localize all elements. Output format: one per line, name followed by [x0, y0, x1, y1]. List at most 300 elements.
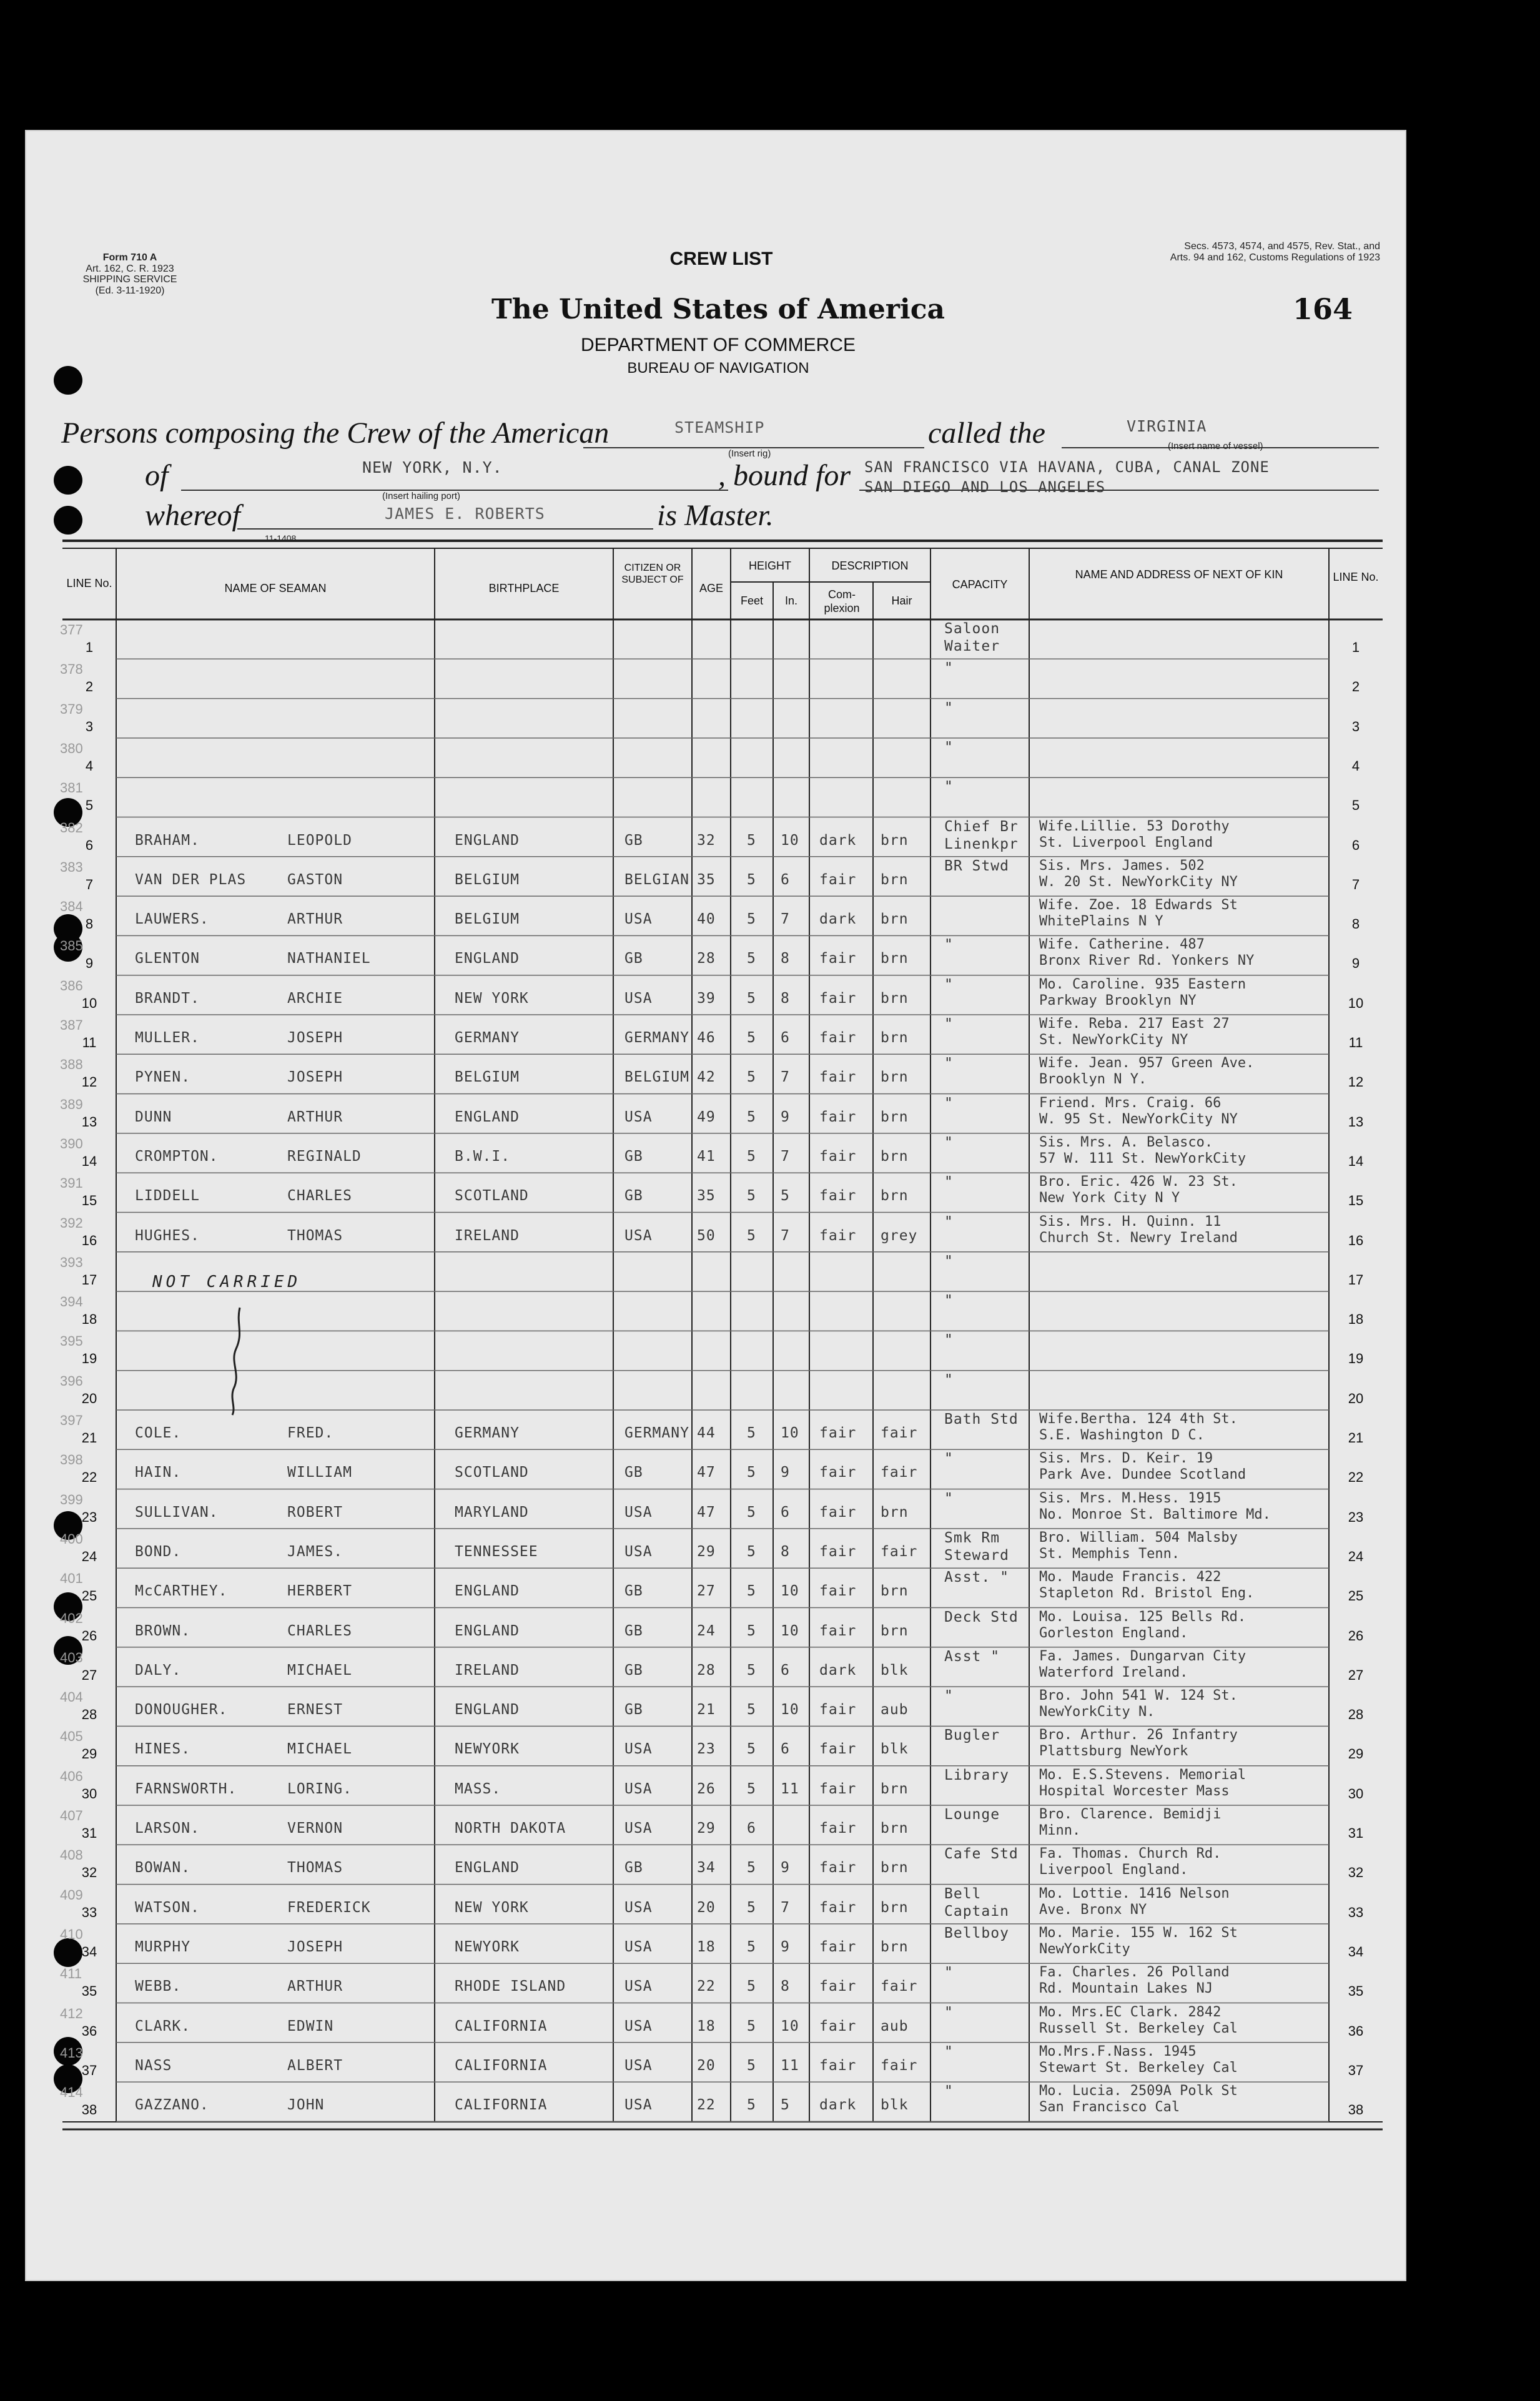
crew-capacity: " — [944, 1965, 954, 1981]
row-line-number: 30 — [81, 1785, 97, 1802]
next-of-kin-line1: Friend. Mrs. Craig. 66 — [1039, 1095, 1222, 1111]
row-line-number-right: 19 — [1348, 1351, 1364, 1367]
next-of-kin-line1: Wife. Catherine. 487 — [1039, 937, 1205, 953]
next-of-kin-line1: Sis. Mrs. James. 502 — [1039, 857, 1205, 874]
crew-birthplace: ENGLAND — [455, 1860, 520, 1876]
crew-height-inches: 9 — [781, 1464, 790, 1481]
crew-age: 40 — [697, 911, 716, 928]
crew-birthplace: BELGIUM — [455, 871, 520, 888]
crew-citizenship: GB — [624, 1662, 643, 1679]
crew-complexion: fair — [819, 1622, 857, 1639]
not-carried-note: NOT CARRIED — [152, 1273, 302, 1291]
crew-citizenship: GB — [624, 1188, 643, 1205]
crew-capacity: " — [944, 1016, 954, 1032]
crew-height-feet: 5 — [747, 950, 756, 967]
crew-height-inches: 11 — [781, 2057, 799, 2074]
crew-age: 24 — [697, 1622, 716, 1639]
col-header-next-of-kin: NAME AND ADDRESS OF NEXT OF KIN — [1075, 568, 1283, 581]
next-of-kin-line2: Liverpool England. — [1039, 1862, 1188, 1878]
table-row — [0, 1608, 1540, 1647]
rig-value: STEAMSHIP — [674, 418, 765, 436]
crew-hair: brn — [881, 1622, 909, 1639]
next-of-kin-line2: W. 95 St. NewYorkCity NY — [1039, 1111, 1238, 1127]
crew-hair: brn — [881, 911, 909, 928]
crew-surname: CROMPTON. — [135, 1148, 219, 1165]
crew-given-name: MICHAEL — [287, 1741, 352, 1758]
statute-reference: Secs. 4573, 4574, and 4575, Rev. Stat., and Arts. 94 and 162, Customs Regulations of 1923 — [1170, 241, 1380, 264]
crew-height-feet: 5 — [747, 1108, 756, 1125]
row-line-number: 27 — [81, 1667, 97, 1683]
crew-height-feet: 5 — [747, 1702, 756, 1718]
crew-hair: brn — [881, 1108, 909, 1125]
crew-height-inches: 8 — [781, 1543, 790, 1560]
row-line-number: 10 — [81, 995, 97, 1011]
next-of-kin-line2: 57 W. 111 St. NewYorkCity — [1039, 1150, 1246, 1166]
crew-complexion: fair — [819, 1069, 857, 1086]
crew-birthplace: MASS. — [455, 1780, 501, 1797]
row-stamp-number: 410 — [60, 1926, 83, 1942]
crew-age: 35 — [697, 1188, 716, 1205]
crew-capacity: " — [944, 2043, 954, 2060]
next-of-kin-line2: Stapleton Rd. Bristol Eng. — [1039, 1585, 1255, 1602]
row-line-number-right: 8 — [1351, 916, 1360, 932]
crew-height-inches: 10 — [781, 1583, 799, 1600]
crew-birthplace: NORTH DAKOTA — [455, 1820, 566, 1836]
crew-capacity: " — [944, 1371, 954, 1388]
port-value: NEW YORK, N.Y. — [362, 458, 503, 476]
crew-height-inches: 6 — [781, 1741, 790, 1758]
crew-capacity: Smk Rm — [944, 1529, 1000, 1546]
crew-capacity-line2: Linenkpr — [944, 836, 1019, 852]
next-of-kin-line2: Rd. Mountain Lakes NJ — [1039, 1981, 1213, 1997]
crew-given-name: GASTON — [287, 871, 343, 888]
crew-line-prefix: Persons composing the Crew of the American — [61, 417, 610, 450]
crew-height-feet: 5 — [747, 1899, 756, 1916]
crew-capacity: " — [944, 1134, 954, 1151]
crew-hair: aub — [881, 1702, 909, 1718]
row-stamp-number: 397 — [60, 1412, 83, 1428]
row-line-number: 24 — [81, 1548, 97, 1564]
crew-capacity: " — [944, 1451, 954, 1467]
crew-hair: brn — [881, 871, 909, 888]
crew-height-feet: 5 — [747, 2057, 756, 2074]
crew-citizenship: GB — [624, 1860, 643, 1876]
crew-age: 42 — [697, 1069, 716, 1086]
crew-hair: brn — [881, 1938, 909, 1955]
next-of-kin-line2: Park Ave. Dundee Scotland — [1039, 1467, 1246, 1483]
row-stamp-number: 408 — [60, 1847, 83, 1863]
vessel-value: VIRGINIA — [1127, 417, 1207, 435]
crew-citizenship: USA — [624, 911, 653, 928]
row-line-number-right: 4 — [1351, 757, 1360, 774]
crew-height-inches: 7 — [781, 1899, 790, 1916]
crew-hair: fair — [881, 1978, 918, 1995]
crew-age: 49 — [697, 1108, 716, 1125]
crew-height-feet: 5 — [747, 1543, 756, 1560]
crew-given-name: ROBERT — [287, 1504, 343, 1521]
table-row — [0, 2003, 1540, 2043]
next-of-kin-line1: Bro. Arthur. 26 Infantry — [1039, 1727, 1238, 1743]
crew-birthplace: ENGLAND — [455, 832, 520, 849]
crew-complexion: fair — [819, 1780, 857, 1797]
crew-age: 26 — [697, 1780, 716, 1797]
crew-height-inches: 6 — [781, 1662, 790, 1679]
row-line-number-right: 32 — [1348, 1865, 1364, 1881]
next-of-kin-line2: St. NewYorkCity NY — [1039, 1032, 1188, 1048]
crew-citizenship: BELGIAN — [624, 871, 689, 888]
crew-hair: brn — [881, 1860, 909, 1876]
crew-given-name: THOMAS — [287, 1860, 343, 1876]
row-line-number-right: 15 — [1348, 1193, 1364, 1209]
form-title: CREW LIST — [669, 249, 773, 269]
crew-surname: BOND. — [135, 1543, 182, 1560]
row-stamp-number: 406 — [60, 1768, 83, 1784]
row-line-number-right: 34 — [1348, 1943, 1364, 1960]
crew-capacity: Bugler — [944, 1727, 1000, 1744]
crew-height-inches: 7 — [781, 911, 790, 928]
row-line-number: 4 — [85, 757, 94, 774]
crew-complexion: fair — [819, 1504, 857, 1521]
row-line-number: 26 — [81, 1627, 97, 1644]
crew-given-name: EDWIN — [287, 2018, 334, 2034]
row-line-number: 13 — [81, 1113, 97, 1130]
crew-complexion: fair — [819, 2018, 857, 2034]
row-line-number-right: 18 — [1348, 1311, 1364, 1328]
next-of-kin-line1: Wife.Bertha. 124 4th St. — [1039, 1411, 1238, 1427]
crew-height-feet: 5 — [747, 1978, 756, 1995]
crew-surname: VAN DER PLAS — [135, 871, 247, 888]
next-of-kin-line1: Wife. Reba. 217 East 27 — [1039, 1016, 1230, 1032]
next-of-kin-line1: Mo. Lucia. 2509A Polk St — [1039, 2083, 1238, 2099]
crew-birthplace: ENGLAND — [455, 1622, 520, 1639]
col-header-description: DESCRIPTION — [831, 560, 909, 572]
crew-height-inches: 11 — [781, 1780, 799, 1797]
crew-complexion: fair — [819, 990, 857, 1007]
crew-given-name: VERNON — [287, 1820, 343, 1836]
row-stamp-number: 380 — [60, 740, 83, 756]
row-stamp-number: 393 — [60, 1254, 83, 1270]
col-header-capacity: CAPACITY — [952, 578, 1008, 591]
table-row — [0, 777, 1540, 817]
row-line-number-right: 31 — [1348, 1825, 1364, 1841]
row-line-number-right: 23 — [1348, 1509, 1364, 1525]
table-row — [0, 896, 1540, 935]
row-line-number-right: 28 — [1348, 1707, 1364, 1723]
table-row — [0, 817, 1540, 857]
row-stamp-number: 384 — [60, 899, 83, 915]
crew-complexion: fair — [819, 1899, 857, 1916]
crew-complexion: fair — [819, 950, 857, 967]
next-of-kin-line1: Mo. Maude Francis. 422 — [1039, 1569, 1222, 1585]
row-stamp-number: 404 — [60, 1689, 83, 1705]
crew-given-name: CHARLES — [287, 1622, 352, 1639]
crew-citizenship: GB — [624, 832, 643, 849]
crew-capacity: Cafe Std — [944, 1846, 1019, 1863]
row-line-number-right: 30 — [1348, 1785, 1364, 1802]
row-line-number-right: 3 — [1351, 718, 1360, 734]
crew-surname: McCARTHEY. — [135, 1583, 228, 1600]
vessel-caption: (Insert name of vessel) — [1168, 441, 1263, 451]
table-row — [0, 1489, 1540, 1529]
row-stamp-number: 396 — [60, 1373, 83, 1389]
crew-hair: brn — [881, 1504, 909, 1521]
next-of-kin-line2: Plattsburg NewYork — [1039, 1743, 1188, 1760]
row-line-number: 29 — [81, 1746, 97, 1762]
crew-surname: LIDDELL — [135, 1188, 200, 1205]
crew-complexion: fair — [819, 871, 857, 888]
crew-capacity: " — [944, 1688, 954, 1705]
crew-citizenship: USA — [624, 1780, 653, 1797]
row-stamp-number: 413 — [60, 2044, 83, 2061]
next-of-kin-line2: Ave. Bronx NY — [1039, 1901, 1147, 1918]
crew-birthplace: IRELAND — [455, 1227, 520, 1244]
next-of-kin-line1: Sis. Mrs. M.Hess. 1915 — [1039, 1490, 1222, 1506]
row-line-number-right: 29 — [1348, 1746, 1364, 1762]
col-header-line-no-right: LINE No. — [1333, 571, 1379, 583]
crew-height-inches: 6 — [781, 1030, 790, 1046]
table-row — [0, 1568, 1540, 1607]
crew-birthplace: BELGIUM — [455, 911, 520, 928]
crew-surname: HINES. — [135, 1741, 191, 1758]
next-of-kin-line1: Sis. Mrs. A. Belasco. — [1039, 1134, 1213, 1150]
crew-capacity: Asst. " — [944, 1569, 1009, 1586]
country-heading: The United States of America — [491, 293, 945, 325]
col-header-line-no: LINE No. — [66, 577, 112, 589]
crew-height-feet: 5 — [747, 1148, 756, 1165]
crew-surname: NASS — [135, 2057, 172, 2074]
crew-birthplace: NEW YORK — [455, 990, 529, 1007]
next-of-kin-line2: NewYorkCity N. — [1039, 1704, 1155, 1720]
crew-height-inches: 6 — [781, 1504, 790, 1521]
crew-citizenship: GB — [624, 1583, 643, 1600]
crew-hair: fair — [881, 2057, 918, 2074]
rig-caption: (Insert rig) — [728, 448, 771, 459]
table-row — [0, 619, 1540, 659]
crew-given-name: NATHANIEL — [287, 950, 371, 967]
crew-surname: LARSON. — [135, 1820, 200, 1836]
crew-capacity: " — [944, 2004, 954, 2021]
row-line-number: 14 — [81, 1153, 97, 1169]
crew-height-feet: 5 — [747, 2018, 756, 2034]
crew-given-name: JOSEPH — [287, 1030, 343, 1046]
crew-capacity-line2: Captain — [944, 1903, 1009, 1920]
crew-hair: brn — [881, 990, 909, 1007]
table-row — [0, 1924, 1540, 1963]
row-line-number-right: 10 — [1348, 995, 1364, 1011]
crew-surname: BRANDT. — [135, 990, 200, 1007]
crew-birthplace: ENGLAND — [455, 1583, 520, 1600]
crew-surname: CLARK. — [135, 2018, 191, 2034]
next-of-kin-line2: New York City N Y — [1039, 1190, 1180, 1206]
crew-height-feet: 5 — [747, 1425, 756, 1441]
table-row — [0, 1529, 1540, 1568]
crew-capacity: Deck Std — [944, 1609, 1019, 1625]
crew-height-feet: 5 — [747, 1583, 756, 1600]
crew-surname: HAIN. — [135, 1464, 182, 1481]
crew-hair: brn — [881, 1188, 909, 1205]
crew-birthplace: RHODE ISLAND — [455, 1978, 566, 1995]
next-of-kin-line2: Gorleston England. — [1039, 1625, 1188, 1641]
crew-hair: brn — [881, 1780, 909, 1797]
crew-height-feet: 5 — [747, 1069, 756, 1086]
crew-complexion: fair — [819, 1583, 857, 1600]
crew-capacity: " — [944, 1253, 954, 1270]
table-row — [0, 1173, 1540, 1212]
crew-age: 20 — [697, 1899, 716, 1916]
crew-height-feet: 5 — [747, 990, 756, 1007]
crew-age: 44 — [697, 1425, 716, 1441]
crew-given-name: LEOPOLD — [287, 832, 352, 849]
row-line-number: 9 — [85, 955, 94, 972]
row-line-number: 2 — [85, 679, 94, 695]
crew-height-feet: 5 — [747, 1030, 756, 1046]
crew-citizenship: GB — [624, 1622, 643, 1639]
crew-capacity: Saloon — [944, 621, 1000, 637]
crew-complexion: fair — [819, 1741, 857, 1758]
crew-birthplace: SCOTLAND — [455, 1464, 529, 1481]
crew-surname: BOWAN. — [135, 1860, 191, 1876]
row-line-number: 38 — [81, 2102, 97, 2118]
page-number: 164 — [1293, 292, 1353, 326]
crew-surname: PYNEN. — [135, 1069, 191, 1086]
crew-surname: MURPHY — [135, 1938, 191, 1955]
crew-capacity: " — [944, 1332, 954, 1349]
crew-height-inches: 10 — [781, 1622, 799, 1639]
crew-age: 50 — [697, 1227, 716, 1244]
crew-height-inches: 8 — [781, 1978, 790, 1995]
crew-height-inches: 10 — [781, 832, 799, 849]
crew-birthplace: B.W.I. — [455, 1148, 511, 1165]
row-line-number: 32 — [81, 1865, 97, 1881]
crew-height-feet: 5 — [747, 1938, 756, 1955]
row-stamp-number: 387 — [60, 1017, 83, 1033]
col-header-height: HEIGHT — [748, 560, 791, 572]
row-line-number: 21 — [81, 1430, 97, 1446]
crew-hair: brn — [881, 950, 909, 967]
row-stamp-number: 379 — [60, 701, 83, 717]
row-stamp-number: 389 — [60, 1096, 83, 1112]
form-id: Form 710 A Art. 162, C. R. 1923 SHIPPING SERVICE (Ed. 3-11-1920) — [82, 252, 177, 296]
crew-complexion: fair — [819, 1464, 857, 1481]
row-line-number-right: 14 — [1348, 1153, 1364, 1169]
row-line-number: 23 — [81, 1509, 97, 1525]
crew-capacity: Bellboy — [944, 1925, 1009, 1941]
crew-age: 29 — [697, 1820, 716, 1836]
next-of-kin-line1: Fa. Thomas. Church Rd. — [1039, 1846, 1222, 1862]
crew-capacity: " — [944, 937, 954, 954]
table-row — [0, 1015, 1540, 1054]
table-row — [0, 2043, 1540, 2082]
is-master-label: is Master. — [657, 499, 774, 532]
row-line-number-right: 6 — [1351, 837, 1360, 853]
row-line-number: 37 — [81, 2062, 97, 2078]
crew-capacity-line2: Steward — [944, 1547, 1009, 1564]
crew-complexion: fair — [819, 1108, 857, 1125]
row-stamp-number: 378 — [60, 661, 83, 678]
crew-hair: grey — [881, 1227, 918, 1244]
next-of-kin-line1: Mo.Mrs.F.Nass. 1945 — [1039, 2043, 1197, 2059]
next-of-kin-line1: Mo. Louisa. 125 Bells Rd. — [1039, 1609, 1246, 1625]
crew-height-feet: 5 — [747, 1622, 756, 1639]
crew-height-feet: 5 — [747, 1780, 756, 1797]
crew-capacity: " — [944, 739, 954, 756]
crew-age: 41 — [697, 1148, 716, 1165]
row-line-number-right: 2 — [1351, 679, 1360, 695]
crew-given-name: ARCHIE — [287, 990, 343, 1007]
crew-surname: WEBB. — [135, 1978, 182, 1995]
table-row — [0, 1963, 1540, 2003]
row-line-number: 6 — [85, 837, 94, 853]
row-stamp-number: 381 — [60, 780, 83, 796]
crew-height-feet: 5 — [747, 1227, 756, 1244]
crew-height-inches: 10 — [781, 2018, 799, 2034]
crew-citizenship: GERMANY — [624, 1425, 689, 1441]
crew-complexion: fair — [819, 1543, 857, 1560]
next-of-kin-line2: No. Monroe St. Baltimore Md. — [1039, 1506, 1271, 1522]
table-row — [0, 2082, 1540, 2121]
next-of-kin-line2: San Francisco Cal — [1039, 2099, 1180, 2116]
crew-age: 22 — [697, 2097, 716, 2114]
crew-capacity: Chief Br — [944, 818, 1019, 835]
crew-height-inches: 5 — [781, 1188, 790, 1205]
crew-citizenship: USA — [624, 2057, 653, 2074]
crew-capacity: " — [944, 1095, 954, 1112]
crew-capacity: BR Stwd — [944, 857, 1009, 874]
crew-height-inches: 5 — [781, 2097, 790, 2114]
row-line-number: 3 — [85, 718, 94, 734]
next-of-kin-line1: Bro. Eric. 426 W. 23 St. — [1039, 1174, 1238, 1190]
next-of-kin-line2: St. Memphis Tenn. — [1039, 1546, 1180, 1562]
crew-citizenship: USA — [624, 1543, 653, 1560]
crew-given-name: LORING. — [287, 1780, 352, 1797]
table-row — [0, 1133, 1540, 1173]
crew-birthplace: CALIFORNIA — [455, 2097, 548, 2114]
table-row — [0, 1054, 1540, 1093]
crew-surname: BROWN. — [135, 1622, 191, 1639]
row-line-number: 15 — [81, 1193, 97, 1209]
row-stamp-number: 399 — [60, 1491, 83, 1507]
crew-capacity: " — [944, 1213, 954, 1230]
crew-hair: fair — [881, 1543, 918, 1560]
row-line-number: 20 — [81, 1390, 97, 1406]
crew-capacity: Bath Std — [944, 1411, 1019, 1427]
crew-height-inches: 10 — [781, 1702, 799, 1718]
department-heading: DEPARTMENT OF COMMERCE — [580, 335, 856, 355]
crew-capacity: " — [944, 660, 954, 677]
row-line-number: 22 — [81, 1469, 97, 1486]
crew-complexion: fair — [819, 1702, 857, 1718]
crew-height-inches: 8 — [781, 990, 790, 1007]
crew-surname: GLENTON — [135, 950, 200, 967]
table-row — [0, 1647, 1540, 1687]
crew-given-name: WILLIAM — [287, 1464, 352, 1481]
crew-age: 27 — [697, 1583, 716, 1600]
row-line-number-right: 26 — [1348, 1627, 1364, 1644]
crew-height-feet: 5 — [747, 2097, 756, 2114]
crew-capacity: " — [944, 779, 954, 796]
next-of-kin-line1: Bro. John 541 W. 124 St. — [1039, 1688, 1238, 1704]
row-line-number-right: 13 — [1348, 1113, 1364, 1130]
table-row — [0, 659, 1540, 698]
crew-citizenship: USA — [624, 2097, 653, 2114]
row-line-number-right: 20 — [1348, 1390, 1364, 1406]
crew-birthplace: ENGLAND — [455, 1108, 520, 1125]
crew-capacity-line2: Waiter — [944, 638, 1000, 654]
crew-birthplace: GERMANY — [455, 1030, 520, 1046]
crew-age: 35 — [697, 871, 716, 888]
row-stamp-number: 382 — [60, 819, 83, 836]
row-line-number: 16 — [81, 1232, 97, 1248]
